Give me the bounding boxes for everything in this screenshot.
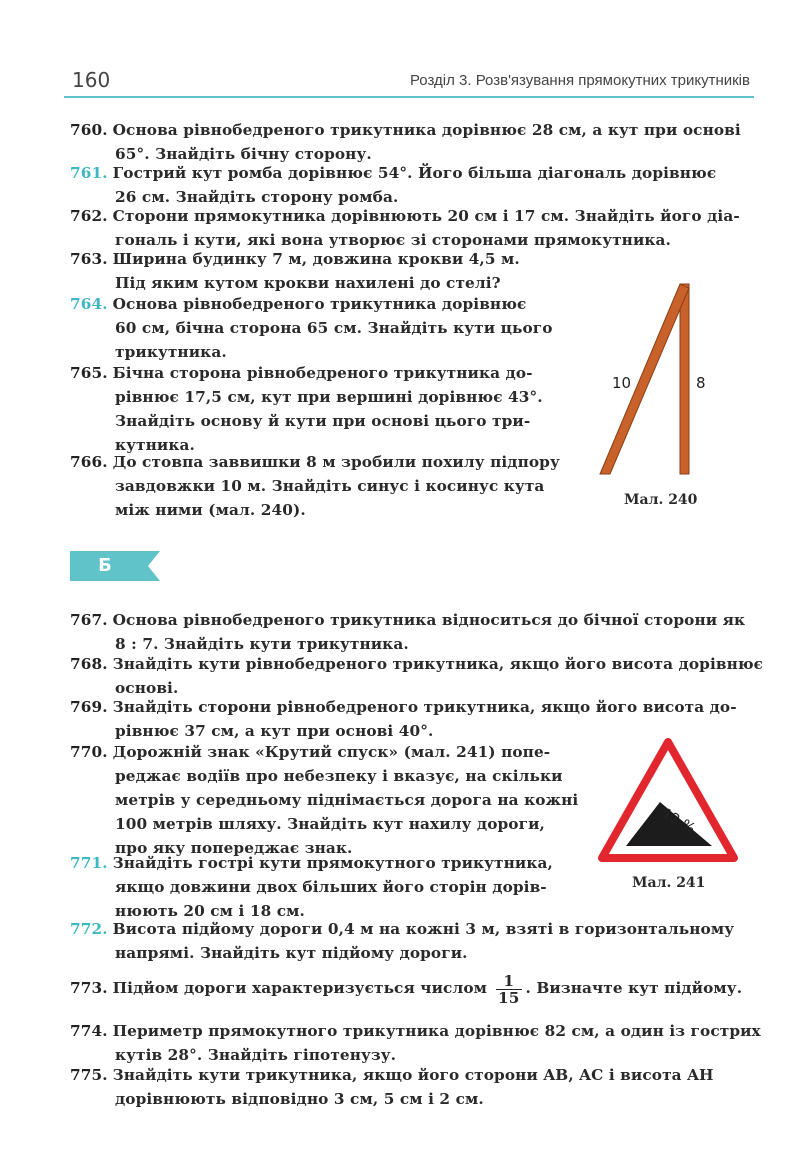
problem-text: Підйом дороги характеризується числом	[112, 979, 488, 997]
figure-240-caption: Мал. 240	[624, 492, 698, 508]
figure-240-pole-and-brace	[590, 278, 720, 478]
problem-771	[70, 851, 553, 923]
problem-text: про яку попереджає знак.	[115, 839, 353, 857]
problem-number: 770.	[70, 743, 108, 761]
problem-text: нюють 20 см і 18 см.	[115, 902, 305, 920]
problem-text: Знайдіть гострі кути прямокутного трикутника,	[112, 854, 553, 872]
problem-text: Дорожній знак «Крутий спуск» (мал. 241) попе-	[112, 743, 551, 761]
problem-number: 763.	[70, 250, 108, 268]
problem-number: 769.	[70, 698, 108, 716]
problem-text: Знайдіть сторони рівнобедреного трикутника, якщо його висота до-	[112, 698, 737, 716]
sign-percent: 12 %	[659, 805, 698, 838]
problem-text: реджає водіїв про небезпеку і вказує, на скільки	[115, 767, 563, 785]
problem-number: 761.	[70, 164, 108, 182]
fraction-denominator: 15	[498, 988, 520, 1007]
problem-text: Знайдіть кути трикутника, якщо його сторони AB, AC і висота AH	[112, 1066, 714, 1084]
problem-text: кутника.	[115, 436, 195, 454]
problem-text: 26 см. Знайдіть сторону ромба.	[115, 188, 399, 206]
problem-number: 775.	[70, 1066, 108, 1084]
problem-text: Гострий кут ромба дорівнює 54°. Його більша діагональ дорівнює	[112, 164, 717, 182]
problem-761	[70, 161, 716, 209]
problem-text: До стовпа заввишки 8 м зробили похилу підпору	[112, 453, 560, 471]
problem-number: 764.	[70, 295, 108, 313]
problem-text: . Визначте кут підйому.	[525, 979, 743, 997]
problem-text: Основа рівнобедреного трикутника відноситься до бічної сторони як	[112, 611, 746, 629]
problem-text: метрів у середньому піднімається дорога на кожні	[115, 791, 579, 809]
section-b-label: Б	[98, 555, 112, 576]
page-number: 160	[72, 68, 111, 92]
label-8: 8	[696, 374, 706, 392]
problem-text: Знайдіть кути рівнобедреного трикутника, якщо його висота дорівнює	[112, 655, 764, 673]
problem-text: кутів 28°. Знайдіть гіпотенузу.	[115, 1046, 397, 1064]
problem-text: основі.	[115, 679, 179, 697]
problem-773	[70, 970, 742, 1006]
problem-765	[70, 361, 543, 457]
problem-text: рівнює 37 см, а кут при основі 40°.	[115, 722, 434, 740]
problem-text: якщо довжини двох більших його сторін дорів-	[115, 878, 547, 896]
problem-775	[70, 1063, 714, 1111]
problem-number: 766.	[70, 453, 108, 471]
pole	[680, 284, 689, 474]
problem-770	[70, 740, 578, 860]
problem-text: 60 см, бічна сторона 65 см. Знайдіть кути цього	[115, 319, 553, 337]
problem-text: Основа рівнобедреного трикутника дорівнює	[112, 295, 527, 313]
problem-768	[70, 652, 763, 700]
problem-number: 768.	[70, 655, 108, 673]
problem-767	[70, 608, 745, 656]
problem-text: Сторони прямокутника дорівнюють 20 см і 17 см. Знайдіть його діа-	[112, 207, 740, 225]
problem-text: Бічна сторона рівнобедреного трикутника до-	[112, 364, 533, 382]
problem-763	[70, 247, 520, 295]
section-b-tab	[70, 551, 160, 581]
problem-text: Ширина будинку 7 м, довжина крокви 4,5 м.	[112, 250, 520, 268]
problem-text: 8 : 7. Знайдіть кути трикутника.	[115, 635, 409, 653]
page-header	[64, 62, 754, 98]
problem-text: гональ і кути, які вона утворює зі сторонами прямокутника.	[115, 231, 671, 249]
problem-number: 771.	[70, 854, 108, 872]
problem-766	[70, 450, 560, 522]
problem-760	[70, 118, 741, 166]
problem-text: Висота підйому дороги 0,4 м на кожні 3 м, взяті в горизонтальному	[112, 920, 735, 938]
figure-241-road-sign	[598, 738, 738, 864]
label-10: 10	[612, 374, 632, 392]
fraction-numerator: 1	[496, 973, 522, 990]
problem-text: Під яким кутом крокви нахилені до стелі?	[115, 274, 501, 292]
problem-text: Знайдіть основу й кути при основі цього три-	[115, 412, 531, 430]
problem-number: 762.	[70, 207, 108, 225]
figure-241-caption: Мал. 241	[632, 875, 706, 891]
chapter-title: Розділ 3. Розв'язування прямокутних трикутників	[409, 72, 750, 89]
problem-text: 100 метрів шляху. Знайдіть кут нахилу дороги,	[115, 815, 545, 833]
problem-762	[70, 204, 740, 252]
problem-number: 765.	[70, 364, 108, 382]
problem-772	[70, 917, 734, 965]
problem-number: 774.	[70, 1022, 108, 1040]
problem-text: дорівнюють відповідно 3 см, 5 см і 2 см.	[115, 1090, 484, 1108]
problem-774	[70, 1019, 761, 1067]
problem-text: завдовжки 10 м. Знайдіть синус і косинус кута	[115, 477, 545, 495]
problem-text: Периметр прямокутного трикутника дорівнює 82 см, а один із гострих	[112, 1022, 761, 1040]
problem-text: Основа рівнобедреного трикутника дорівнює 28 см, а кут при основі	[112, 121, 741, 139]
problem-number: 760.	[70, 121, 108, 139]
problem-764	[70, 292, 553, 364]
problem-number: 772.	[70, 920, 108, 938]
problem-text: трикутника.	[115, 343, 227, 361]
problem-text: 65°. Знайдіть бічну сторону.	[115, 145, 372, 163]
fraction	[496, 973, 522, 1006]
problem-text: напрямі. Знайдіть кут підйому дороги.	[115, 944, 468, 962]
problem-769	[70, 695, 737, 743]
problem-number: 767.	[70, 611, 108, 629]
problem-text: рівнює 17,5 см, кут при вершині дорівнює 43°.	[115, 388, 543, 406]
problem-number: 773.	[70, 979, 108, 997]
problem-text: між ними (мал. 240).	[115, 501, 306, 519]
